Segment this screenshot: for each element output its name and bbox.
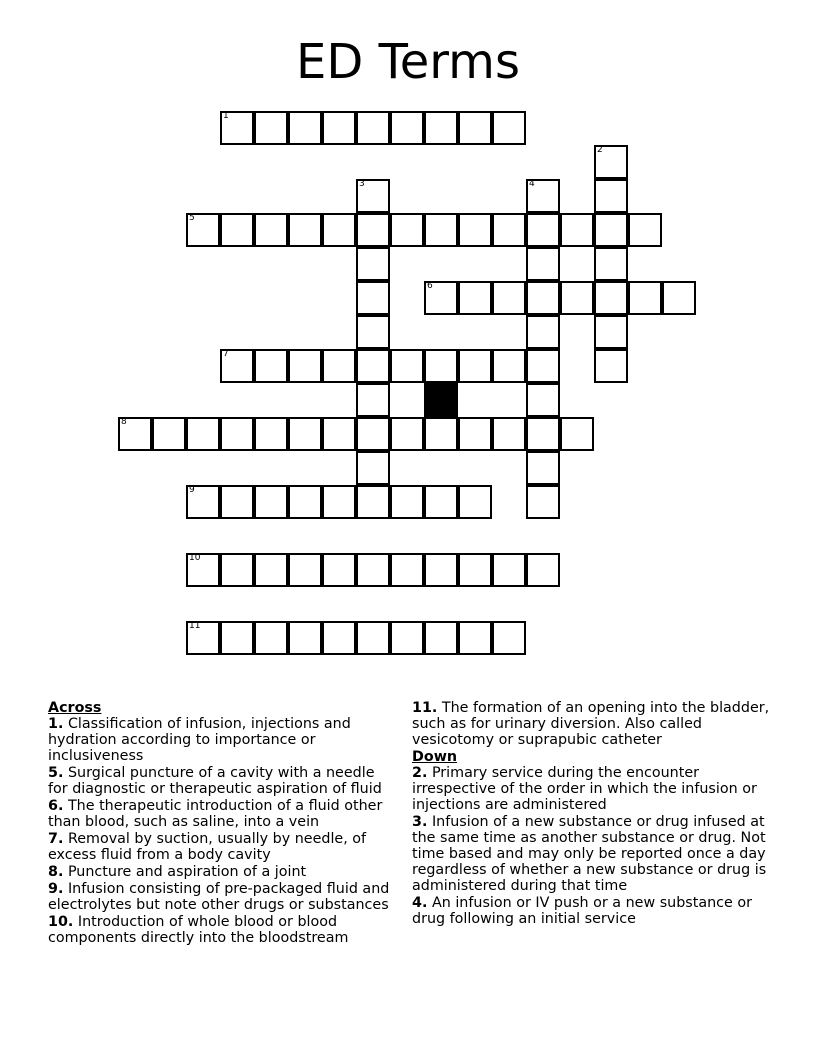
clues-right-column — [412, 700, 772, 928]
grid-cell[interactable] — [356, 281, 390, 315]
grid-cell[interactable] — [492, 111, 526, 145]
grid-cell[interactable] — [492, 621, 526, 655]
grid-cell[interactable] — [594, 247, 628, 281]
grid-cell[interactable] — [186, 621, 220, 655]
grid-cell[interactable] — [492, 213, 526, 247]
across-clue-10: 10. Introduction of whole blood or blood components directly into the bloodstream — [48, 914, 349, 946]
grid-cell[interactable] — [526, 349, 560, 383]
grid-cell[interactable] — [254, 111, 288, 145]
grid-cell[interactable] — [254, 553, 288, 587]
grid-cell[interactable] — [560, 281, 594, 315]
grid-cell[interactable] — [424, 553, 458, 587]
grid-cell[interactable] — [220, 111, 254, 145]
grid-cell[interactable] — [526, 213, 560, 247]
down-clue-2: 2. Primary service during the encounter irrespective of the order in which the infusion or injections are administered — [412, 765, 757, 813]
grid-cell[interactable] — [288, 485, 322, 519]
grid-cell[interactable] — [424, 485, 458, 519]
grid-cell[interactable] — [186, 485, 220, 519]
clue-number: 1 — [223, 111, 229, 121]
grid-cell[interactable] — [356, 417, 390, 451]
grid-cell[interactable] — [560, 213, 594, 247]
grid-cell[interactable] — [356, 621, 390, 655]
grid-cell[interactable] — [526, 179, 560, 213]
grid-cell[interactable] — [390, 621, 424, 655]
grid-cell[interactable] — [458, 621, 492, 655]
grid-cell[interactable] — [186, 553, 220, 587]
grid-cell[interactable] — [492, 553, 526, 587]
grid-cell[interactable] — [356, 247, 390, 281]
clue-number: 4 — [529, 179, 535, 189]
grid-cell[interactable] — [322, 213, 356, 247]
grid-cell[interactable] — [662, 281, 696, 315]
grid-cell[interactable] — [594, 315, 628, 349]
grid-cell[interactable] — [288, 111, 322, 145]
grid-cell[interactable] — [424, 213, 458, 247]
grid-cell[interactable] — [288, 213, 322, 247]
grid-cell[interactable] — [220, 485, 254, 519]
clue-number: 7 — [223, 349, 229, 359]
clue-number: 10 — [189, 553, 201, 563]
grid-cell[interactable] — [526, 485, 560, 519]
grid-cell[interactable] — [458, 485, 492, 519]
grid-cell[interactable] — [254, 485, 288, 519]
grid-cell[interactable] — [288, 417, 322, 451]
grid-cell[interactable] — [254, 621, 288, 655]
grid-cell[interactable] — [356, 451, 390, 485]
grid-cell[interactable] — [356, 111, 390, 145]
grid-cell[interactable] — [220, 349, 254, 383]
grid-cell[interactable] — [390, 111, 424, 145]
grid-cell[interactable] — [356, 383, 390, 417]
grid-cell[interactable] — [594, 213, 628, 247]
grid-cell[interactable] — [526, 281, 560, 315]
grid-cell[interactable] — [186, 417, 220, 451]
across-clue-6: 6. The therapeutic introduction of a fluid other than blood, such as saline, into a vein — [48, 798, 383, 830]
grid-cell[interactable] — [526, 383, 560, 417]
grid-cell[interactable] — [424, 281, 458, 315]
across-heading: Across — [48, 700, 102, 716]
clue-number: 8 — [121, 417, 127, 427]
clue-number: 3 — [359, 179, 365, 189]
grid-cell[interactable] — [594, 281, 628, 315]
grid-cell[interactable] — [526, 247, 560, 281]
grid-cell[interactable] — [254, 213, 288, 247]
grid-cell[interactable] — [424, 111, 458, 145]
down-clue-4: 4. An infusion or IV push or a new substance or drug following an initial service — [412, 895, 752, 927]
grid-cell[interactable] — [458, 281, 492, 315]
grid-cell[interactable] — [628, 213, 662, 247]
across-clue-11: 11. The formation of an opening into the bladder, such as for urinary diversion. Also called vesicotomy or suprapubic catheter — [412, 700, 770, 748]
grid-cell[interactable] — [458, 349, 492, 383]
grid-cell[interactable] — [288, 349, 322, 383]
black-square — [424, 383, 458, 417]
grid-cell[interactable] — [390, 553, 424, 587]
grid-cell[interactable] — [628, 281, 662, 315]
grid-cell[interactable] — [560, 417, 594, 451]
clue-number: 6 — [427, 281, 433, 291]
grid-cell[interactable] — [186, 213, 220, 247]
grid-cell[interactable] — [356, 315, 390, 349]
grid-cell[interactable] — [356, 553, 390, 587]
down-heading: Down — [412, 749, 458, 765]
grid-cell[interactable] — [594, 179, 628, 213]
grid-cell[interactable] — [526, 315, 560, 349]
across-clue-7: 7. Removal by suction, usually by needle, of excess fluid from a body cavity — [48, 831, 367, 863]
grid-cell[interactable] — [322, 111, 356, 145]
grid-cell[interactable] — [390, 213, 424, 247]
grid-cell[interactable] — [356, 485, 390, 519]
grid-cell[interactable] — [424, 621, 458, 655]
grid-cell[interactable] — [390, 417, 424, 451]
grid-cell[interactable] — [424, 349, 458, 383]
grid-cell[interactable] — [458, 213, 492, 247]
clue-number: 5 — [189, 213, 195, 223]
grid-cell[interactable] — [356, 179, 390, 213]
grid-cell[interactable] — [254, 417, 288, 451]
grid-cell[interactable] — [220, 417, 254, 451]
grid-cell[interactable] — [390, 349, 424, 383]
grid-cell[interactable] — [322, 553, 356, 587]
grid-cell[interactable] — [288, 621, 322, 655]
clue-number: 2 — [597, 145, 603, 155]
grid-cell[interactable] — [526, 553, 560, 587]
grid-cell[interactable] — [322, 485, 356, 519]
grid-cell[interactable] — [458, 111, 492, 145]
across-clue-1: 1. Classification of infusion, injections and hydration according to importance or inclusiveness — [48, 716, 351, 764]
clue-number: 11 — [189, 621, 201, 631]
grid-cell[interactable] — [152, 417, 186, 451]
grid-cell[interactable] — [492, 349, 526, 383]
grid-cell[interactable] — [526, 417, 560, 451]
grid-cell[interactable] — [322, 349, 356, 383]
grid-cell[interactable] — [492, 417, 526, 451]
grid-cell[interactable] — [526, 451, 560, 485]
grid-cell[interactable] — [594, 349, 628, 383]
grid-cell[interactable] — [118, 417, 152, 451]
grid-cell[interactable] — [390, 485, 424, 519]
grid-cell[interactable] — [492, 281, 526, 315]
grid-cell[interactable] — [322, 621, 356, 655]
grid-cell[interactable] — [458, 417, 492, 451]
grid-cell[interactable] — [356, 349, 390, 383]
grid-cell[interactable] — [356, 213, 390, 247]
across-clue-8: 8. Puncture and aspiration of a joint — [48, 864, 307, 880]
grid-cell[interactable] — [220, 553, 254, 587]
across-clue-9: 9. Infusion consisting of pre-packaged fluid and electrolytes but note other drugs or substances — [48, 881, 390, 913]
grid-cell[interactable] — [322, 417, 356, 451]
grid-cell[interactable] — [424, 417, 458, 451]
clues-left-column — [48, 700, 393, 947]
grid-cell[interactable] — [254, 349, 288, 383]
across-clue-5: 5. Surgical puncture of a cavity with a needle for diagnostic or therapeutic aspiration of fluid — [48, 765, 382, 797]
grid-cell[interactable] — [288, 553, 322, 587]
grid-cell[interactable] — [220, 621, 254, 655]
puzzle-title: ED Terms — [296, 34, 520, 90]
down-clue-3: 3. Infusion of a new substance or drug infused at the same time as another substance or drug. Not time based and may only be reported once a day regardless of whether a new substance or drug is administered during that time — [412, 814, 767, 894]
grid-cell[interactable] — [458, 553, 492, 587]
grid-cell[interactable] — [594, 145, 628, 179]
grid-cell[interactable] — [220, 213, 254, 247]
clue-number: 9 — [189, 485, 195, 495]
